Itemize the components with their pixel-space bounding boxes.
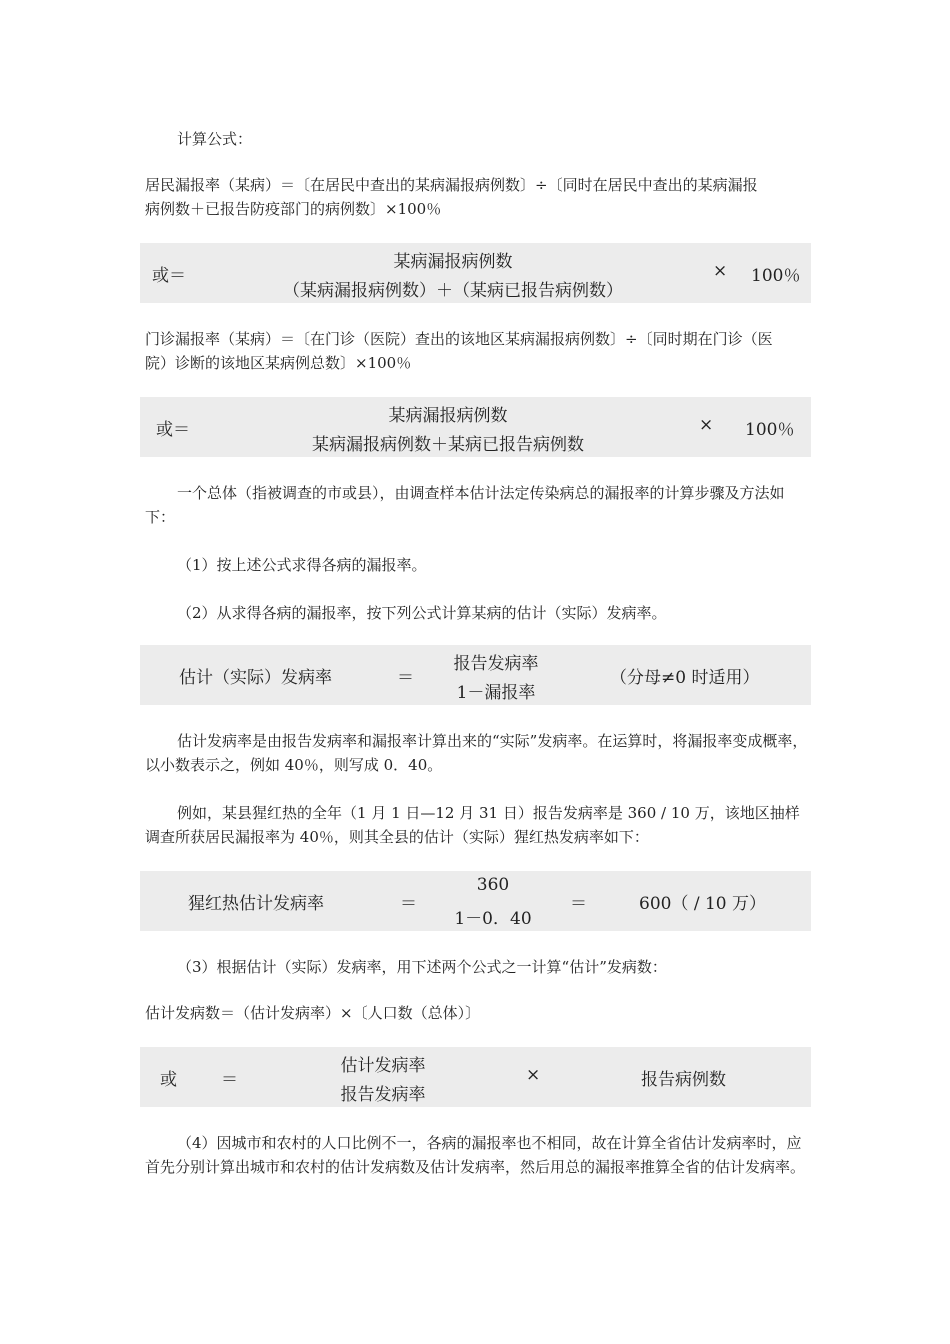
equals-sign: ＝ — [221, 1070, 238, 1090]
formula-box-scarlet-fever — [140, 871, 811, 931]
formula-percent: 100％ — [745, 420, 795, 440]
equals-sign: ＝ — [397, 668, 414, 688]
formula-denominator: 1－漏报率 — [456, 683, 536, 703]
formula-label: 猩红热估计发病率 — [188, 894, 324, 914]
formula-denominator: （某病漏报病例数）＋（某病已报告病例数） — [283, 281, 623, 301]
formula-denominator: 1－0．40 — [454, 909, 532, 929]
formula-note: （分母≠0 时适用） — [610, 668, 760, 688]
formula-result: 600（ / 10 万） — [639, 894, 767, 914]
multiply-sign: × — [526, 1065, 541, 1085]
step-3: （3）根据估计（实际）发病率，用下述两个公式之一计算“估计”发病数： — [177, 958, 667, 976]
multiply-sign: × — [713, 261, 728, 281]
formula-box-estimated-incidence — [140, 645, 811, 705]
formula-numerator: 某病漏报病例数 — [388, 406, 508, 426]
formula-result: 报告病例数 — [641, 1070, 726, 1090]
step-2: （2）从求得各病的漏报率，按下列公式计算某病的估计（实际）发病率。 — [177, 604, 667, 622]
formula-prefix: 或＝ — [152, 266, 186, 286]
formula-denominator: 某病漏报病例数＋某病已报告病例数 — [312, 435, 584, 455]
step-1: （1）按上述公式求得各病的漏报率。 — [177, 556, 427, 574]
formula-prefix: 或＝ — [156, 420, 190, 440]
formula-label: 计算公式： — [177, 130, 253, 148]
equals-sign: ＝ — [570, 894, 587, 914]
formula-percent: 100％ — [751, 266, 801, 286]
resident-rate-line-2: 病例数＋已报告防疫部门的病例数〕×100％ — [145, 200, 442, 218]
explanation-paragraph: 估计发病率是由报告发病率和漏报率计算出来的“实际”发病率。在运算时，将漏报率变成概率，以小数表示之，例如 40％，则写成 0．40。 — [145, 732, 808, 774]
formula-numerator: 报告发病率 — [453, 654, 539, 674]
estimated-count-formula: 估计发病数＝（估计发病率）×〔人口数（总体）〕 — [145, 1004, 481, 1022]
overall-method-paragraph: 一个总体（指被调查的市或县），由调查样本估计法定传染病总的漏报率的计算步骤及方法如下： — [145, 484, 785, 526]
formula-box-estimated-count — [140, 1047, 811, 1107]
resident-rate-line-1: 居民漏报率（某病）＝〔在居民中查出的某病漏报病例数〕÷〔同时在居民中查出的某病漏报 — [145, 176, 758, 194]
formula-box-clinic — [140, 397, 811, 457]
formula-denominator: 报告发病率 — [340, 1085, 426, 1105]
clinic-rate-line-1: 门诊漏报率（某病）＝〔在门诊（医院）查出的该地区某病漏报病例数〕÷〔同时期在门诊（医 — [145, 330, 773, 348]
formula-numerator: 360 — [476, 875, 510, 895]
formula-numerator: 某病漏报病例数 — [393, 252, 513, 272]
equals-sign: ＝ — [400, 894, 417, 914]
clinic-rate-line-2: 院）诊断的该地区某病例总数〕×100％ — [145, 354, 412, 372]
formula-prefix: 或 — [160, 1070, 177, 1090]
formula-box-resident — [140, 243, 811, 303]
formula-label: 估计（实际）发病率 — [179, 668, 332, 688]
formula-numerator: 估计发病率 — [340, 1056, 426, 1076]
example-paragraph: 例如，某县猩红热的全年（1 月 1 日—12 月 31 日）报告发病率是 360 / 10 万，该地区抽样调查所获居民漏报率为 40％，则其全县的估计（实际）猩红热发病率如下： — [145, 804, 800, 846]
step-4: （4）因城市和农村的人口比例不一，各病的漏报率也不相同，故在计算全省估计发病率时，应首先分别计算出城市和农村的估计发病数及估计发病率，然后用总的漏报率推算全省的估计发病率。 — [145, 1134, 806, 1176]
multiply-sign: × — [699, 415, 714, 435]
